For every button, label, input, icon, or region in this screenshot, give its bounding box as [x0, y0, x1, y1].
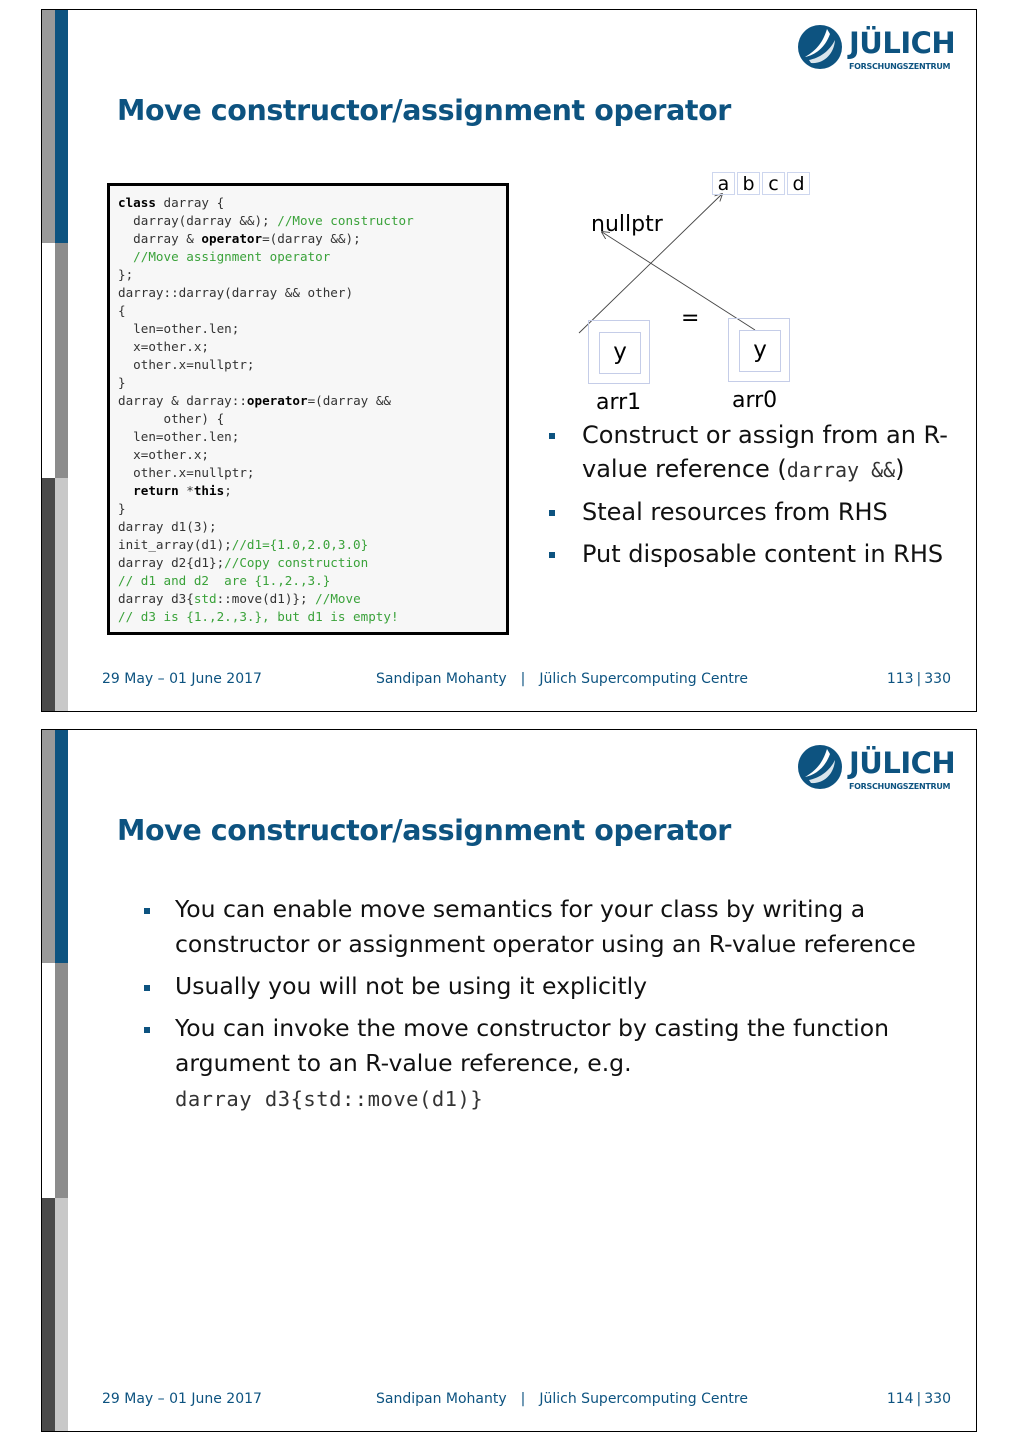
code-line: darray d2{d1};//Copy construction	[118, 555, 369, 570]
page-separator: |	[916, 671, 922, 687]
code-line: darray d1(3);	[118, 519, 217, 534]
arr0-pointer: y	[739, 330, 781, 372]
page-current: 114	[886, 1391, 914, 1407]
bullet-item: You can enable move semantics for your class by writing a constructor or assignment operator using an R-value reference	[142, 892, 942, 962]
bullet-square-icon	[144, 1027, 150, 1033]
code-line: }	[118, 375, 126, 390]
side-bar-decoration	[42, 10, 68, 711]
page-separator: |	[916, 1391, 922, 1407]
array-cell: b	[737, 172, 760, 195]
array-cell: c	[762, 172, 785, 195]
footer-center	[376, 1391, 748, 1407]
code-listing	[107, 183, 509, 635]
array-cell: d	[787, 172, 810, 195]
code-line: return *this;	[133, 483, 232, 498]
bullet-list	[142, 892, 942, 1124]
bullet-item: Usually you will not be using it explicitly	[142, 969, 942, 1004]
arr1-pointer: y	[599, 332, 641, 374]
code-line: other.x=nullptr;	[118, 357, 255, 372]
side-bar-decoration	[42, 730, 68, 1431]
code-line: };	[118, 267, 134, 282]
slide-title: Move constructor/assignment operator	[117, 94, 731, 127]
arr0-box	[728, 318, 790, 382]
code-line: // d1 and d2 are {1.,2.,3.}	[118, 573, 331, 588]
footer-page-number	[887, 1391, 951, 1407]
arr0-label: arr0	[732, 388, 778, 413]
code-line: x=other.x;	[118, 447, 209, 462]
arr1-box	[588, 320, 650, 384]
footer-page-number	[887, 671, 951, 687]
page-total: 330	[924, 1391, 951, 1407]
code-line: darray & operator=(darray &&);	[118, 231, 361, 246]
bullet-list	[549, 418, 949, 579]
code-line: x=other.x;	[118, 339, 209, 354]
diagram-arrows	[542, 170, 802, 420]
code-line: other.x=nullptr;	[118, 465, 255, 480]
code-line: {	[118, 303, 126, 318]
logo-wordmark: JÜLICH	[849, 26, 956, 60]
footer-institution: Jülich Supercomputing Centre	[539, 1391, 748, 1407]
bullet-item: Put disposable content in RHS	[549, 537, 949, 571]
bullet-square-icon	[549, 433, 555, 439]
julich-emblem-icon	[797, 744, 843, 790]
bullet-square-icon	[144, 908, 150, 914]
bullet-square-icon	[549, 510, 555, 516]
logo-wordmark: JÜLICH	[849, 746, 956, 780]
logo-subtext: FORSCHUNGSZENTRUM	[849, 782, 951, 791]
move-diagram	[542, 170, 805, 420]
bullet-square-icon	[144, 985, 150, 991]
footer-author: Sandipan Mohanty	[376, 1391, 507, 1407]
arr1-label: arr1	[596, 390, 642, 415]
code-line: darray(darray &&); //Move constructor	[118, 213, 414, 228]
footer-center	[376, 671, 748, 687]
footer-separator: |	[520, 1391, 526, 1407]
code-line: init_array(d1);//d1={1.0,2.0,3.0}	[118, 537, 369, 552]
code-line: darray::darray(darray && other)	[118, 285, 354, 300]
code-line: len=other.len;	[118, 429, 240, 444]
julich-logo	[797, 742, 957, 798]
footer-date: 29 May – 01 June 2017	[102, 1391, 262, 1407]
code-line: len=other.len;	[118, 321, 240, 336]
bullet-item: Construct or assign from an R-value reference (darray &&)	[549, 418, 949, 487]
nullptr-label: nullptr	[591, 212, 663, 237]
code-line: // d3 is {1.,2.,3.}, but d1 is empty!	[118, 609, 399, 624]
bullet-item: Steal resources from RHS	[549, 495, 949, 529]
inline-code: darray &&	[786, 458, 896, 482]
code-line: darray d3{std::move(d1)}; //Move	[118, 591, 361, 606]
bullet-square-icon	[549, 552, 555, 558]
code-line: }	[118, 501, 126, 516]
slide-113	[41, 9, 977, 712]
logo-subtext: FORSCHUNGSZENTRUM	[849, 62, 951, 71]
code-line: //Move assignment operator	[118, 249, 331, 264]
code-line: darray & darray::operator=(darray &&	[118, 393, 391, 408]
julich-logo	[797, 22, 957, 78]
code-line: other) {	[118, 411, 225, 426]
array-cell: a	[712, 172, 735, 195]
footer-author: Sandipan Mohanty	[376, 671, 507, 687]
footer-institution: Jülich Supercomputing Centre	[539, 671, 748, 687]
footer-separator: |	[520, 671, 526, 687]
slide-114	[41, 729, 977, 1432]
footer-date: 29 May – 01 June 2017	[102, 671, 262, 687]
bullet-item: You can invoke the move constructor by casting the function argument to an R-value reference, e.g. darray d3{std::move(d1)}	[142, 1011, 942, 1117]
julich-emblem-icon	[797, 24, 843, 70]
arrow-arr0-to-nullptr	[602, 232, 755, 330]
page-current: 113	[886, 671, 914, 687]
equals-sign: =	[681, 306, 700, 331]
code-line: class darray {	[118, 195, 225, 210]
page-total: 330	[924, 671, 951, 687]
inline-code: darray d3{std::move(d1)}	[175, 1087, 484, 1111]
slide-title: Move constructor/assignment operator	[117, 814, 731, 847]
